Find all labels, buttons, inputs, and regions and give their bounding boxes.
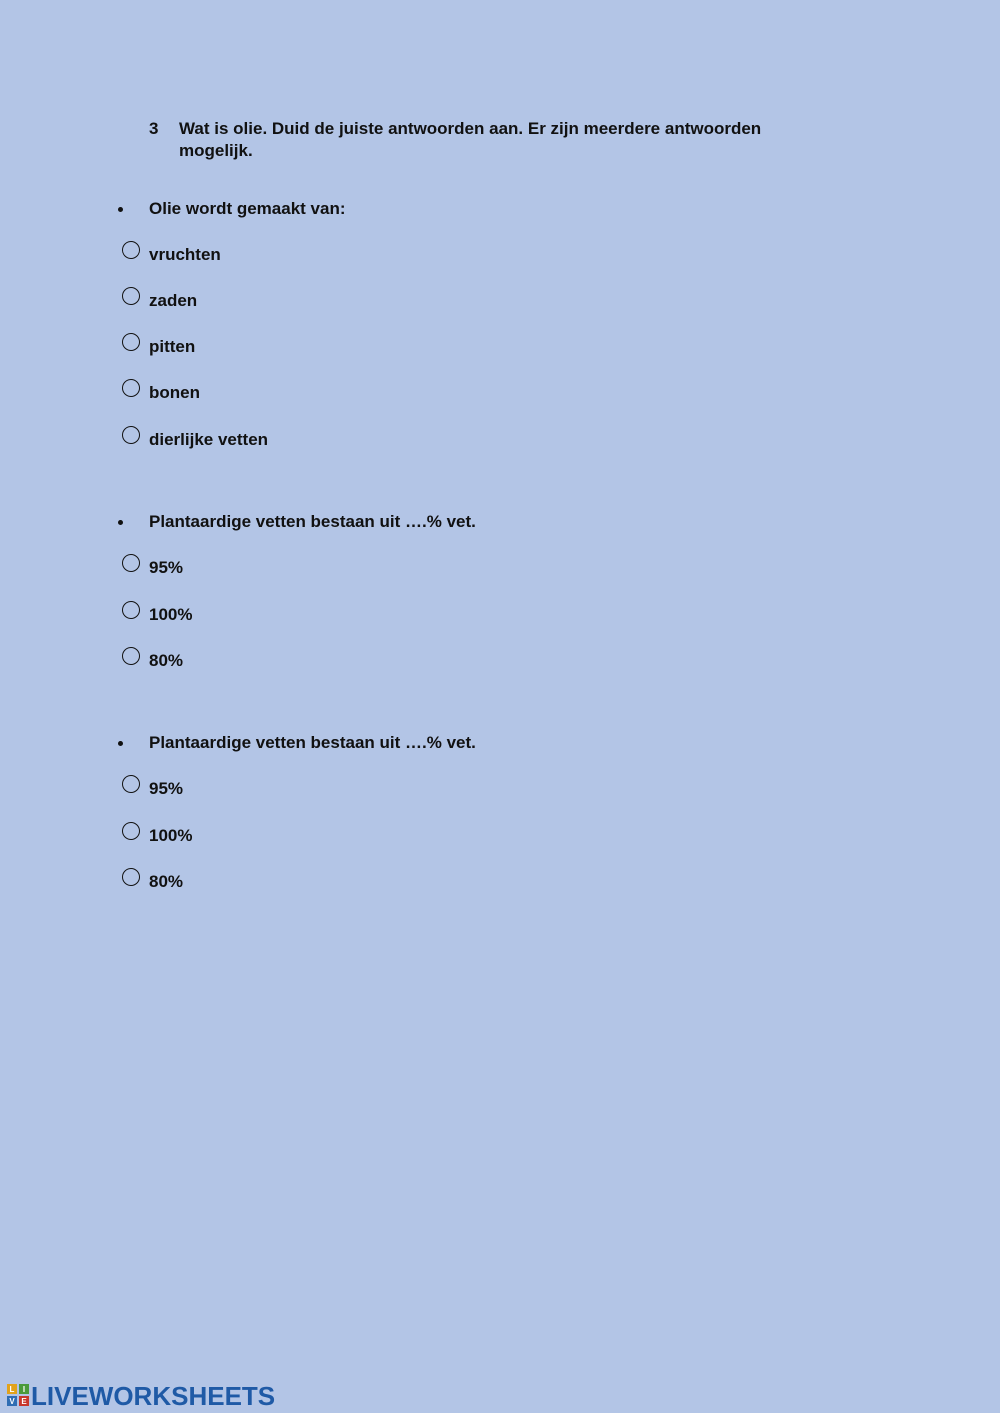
svg-text:L: L bbox=[9, 1385, 15, 1394]
svg-text:I: I bbox=[22, 1385, 26, 1394]
option-label: 95% bbox=[149, 779, 184, 798]
prompt-text: Plantaardige vetten bestaan uit ….% vet. bbox=[149, 512, 476, 531]
radio-button[interactable] bbox=[122, 287, 140, 305]
bullet-icon bbox=[118, 520, 123, 525]
bullet-icon bbox=[118, 207, 123, 212]
radio-button[interactable] bbox=[122, 241, 140, 259]
option-label: pitten bbox=[149, 337, 196, 356]
question-text: Wat is olie. Duid de juiste antwoorden aan. Er zijn meerdere antwoorden mogelijk. bbox=[179, 119, 762, 160]
svg-text:E: E bbox=[21, 1397, 27, 1406]
option-label: 80% bbox=[149, 651, 184, 670]
radio-button[interactable] bbox=[122, 647, 140, 665]
option-label: 95% bbox=[149, 558, 184, 577]
radio-button[interactable] bbox=[122, 379, 140, 397]
option-label: dierlijke vetten bbox=[149, 430, 269, 449]
prompt-text: Olie wordt gemaakt van: bbox=[149, 199, 346, 218]
option-label: 80% bbox=[149, 872, 184, 891]
liveworksheets-logo-icon bbox=[7, 1384, 29, 1406]
question-number: 3 bbox=[149, 119, 159, 138]
option-label: zaden bbox=[149, 291, 198, 310]
prompt-text: Plantaardige vetten bestaan uit ….% vet. bbox=[149, 733, 476, 752]
radio-button[interactable] bbox=[122, 775, 140, 793]
bullet-icon bbox=[118, 741, 123, 746]
radio-button[interactable] bbox=[122, 868, 140, 886]
brand-name: LIVEWORKSHEETS bbox=[31, 1381, 276, 1411]
option-label: vruchten bbox=[149, 245, 221, 264]
radio-button[interactable] bbox=[122, 601, 140, 619]
svg-text:V: V bbox=[9, 1397, 15, 1406]
radio-button[interactable] bbox=[122, 333, 140, 351]
option-label: bonen bbox=[149, 383, 200, 402]
radio-button[interactable] bbox=[122, 426, 140, 444]
radio-button[interactable] bbox=[122, 822, 140, 840]
option-label: 100% bbox=[149, 605, 193, 624]
radio-button[interactable] bbox=[122, 554, 140, 572]
option-label: 100% bbox=[149, 826, 193, 845]
